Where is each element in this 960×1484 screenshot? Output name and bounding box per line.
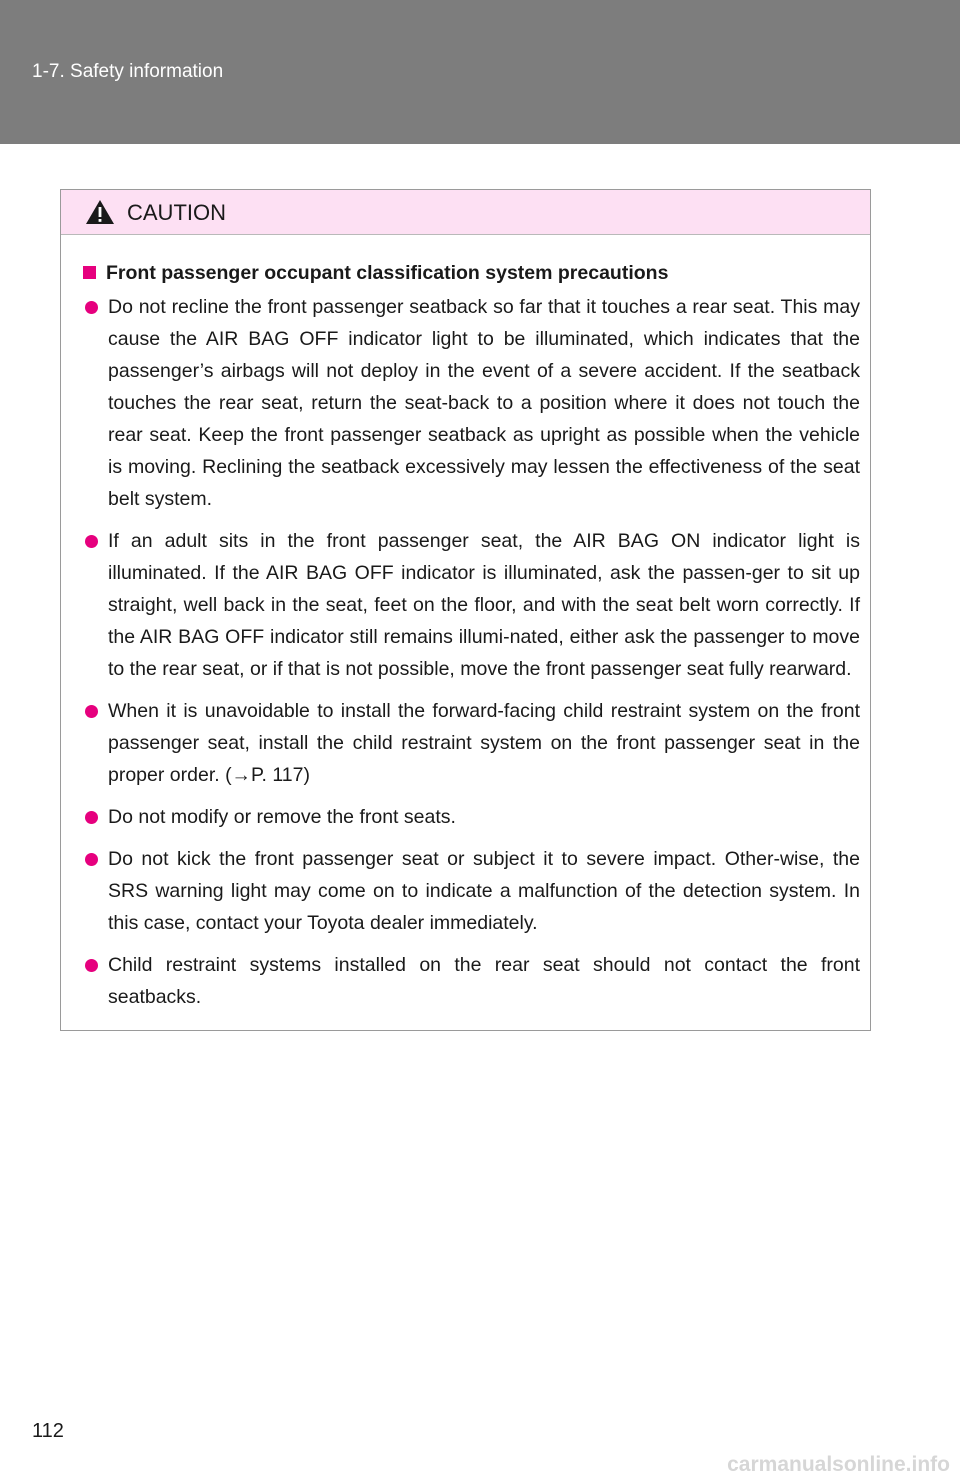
list-item (85, 525, 860, 685)
circle-bullet-icon (85, 853, 98, 866)
caution-label: CAUTION (127, 200, 226, 225)
list-item-text: Do not kick the front passenger seat or subject it to severe impact. Other-wise, the SRS warning light may come on to indicate a malfunction of the detection system. In this case, contact your Toyota dealer immediately. (108, 848, 860, 934)
caution-box (60, 189, 871, 1031)
circle-bullet-icon (85, 811, 98, 824)
square-bullet-icon (83, 266, 96, 279)
list-item-text: Do not recline the front passenger seatback so far that it touches a rear seat. This may cause the AIR BAG OFF indicator light to be illuminated, which indicates that the passenger’s airbags will not deploy in the event of a severe accident. If the seatback touches the rear seat, return the seat-back to a position where it does not touch the rear seat. Keep the front passenger seatback as upright as possible when the vehicle is moving. Reclining the seatback excessively may lessen the effectiveness of the seat belt system. (108, 296, 860, 510)
list-item (85, 949, 860, 1013)
circle-bullet-icon (85, 959, 98, 972)
precautions-heading (83, 257, 860, 289)
circle-bullet-icon (85, 705, 98, 718)
list-item-text: When it is unavoidable to install the forward-facing child restraint system on the front passenger seat, install the child restraint system on the front passenger seat in the proper order. (→P. 117) (108, 700, 860, 786)
list-item-text: If an adult sits in the front passenger seat, the AIR BAG ON indicator light is illuminated. If the AIR BAG OFF indicator is illuminated, ask the passen-ger to sit up straight, well back in the seat, feet on the floor, and with the seat belt worn correctly. If the AIR BAG OFF indicator still remains illumi-nated, either ask the passenger to move to the rear seat, or if that is not possible, move the front passenger seat fully rearward. (108, 530, 860, 680)
list-item (85, 291, 860, 515)
caution-header (61, 190, 870, 235)
circle-bullet-icon (85, 301, 98, 314)
watermark: carmanualsonline.info (727, 1453, 950, 1476)
list-item (85, 695, 860, 791)
circle-bullet-icon (85, 535, 98, 548)
section-title: 1-7. Safety information (32, 61, 224, 82)
precautions-heading-text: Front passenger occupant classification system precautions (106, 262, 669, 284)
list-item-text: Do not modify or remove the front seats. (108, 806, 456, 828)
caution-body (61, 235, 870, 1013)
list-item-text: Child restraint systems installed on the rear seat should not contact the front seatbacks. (108, 954, 860, 1008)
warning-triangle-icon (85, 199, 115, 225)
list-item (85, 801, 860, 833)
header-band (0, 0, 960, 144)
list-item (85, 843, 860, 939)
page-number: 112 (32, 1420, 64, 1442)
